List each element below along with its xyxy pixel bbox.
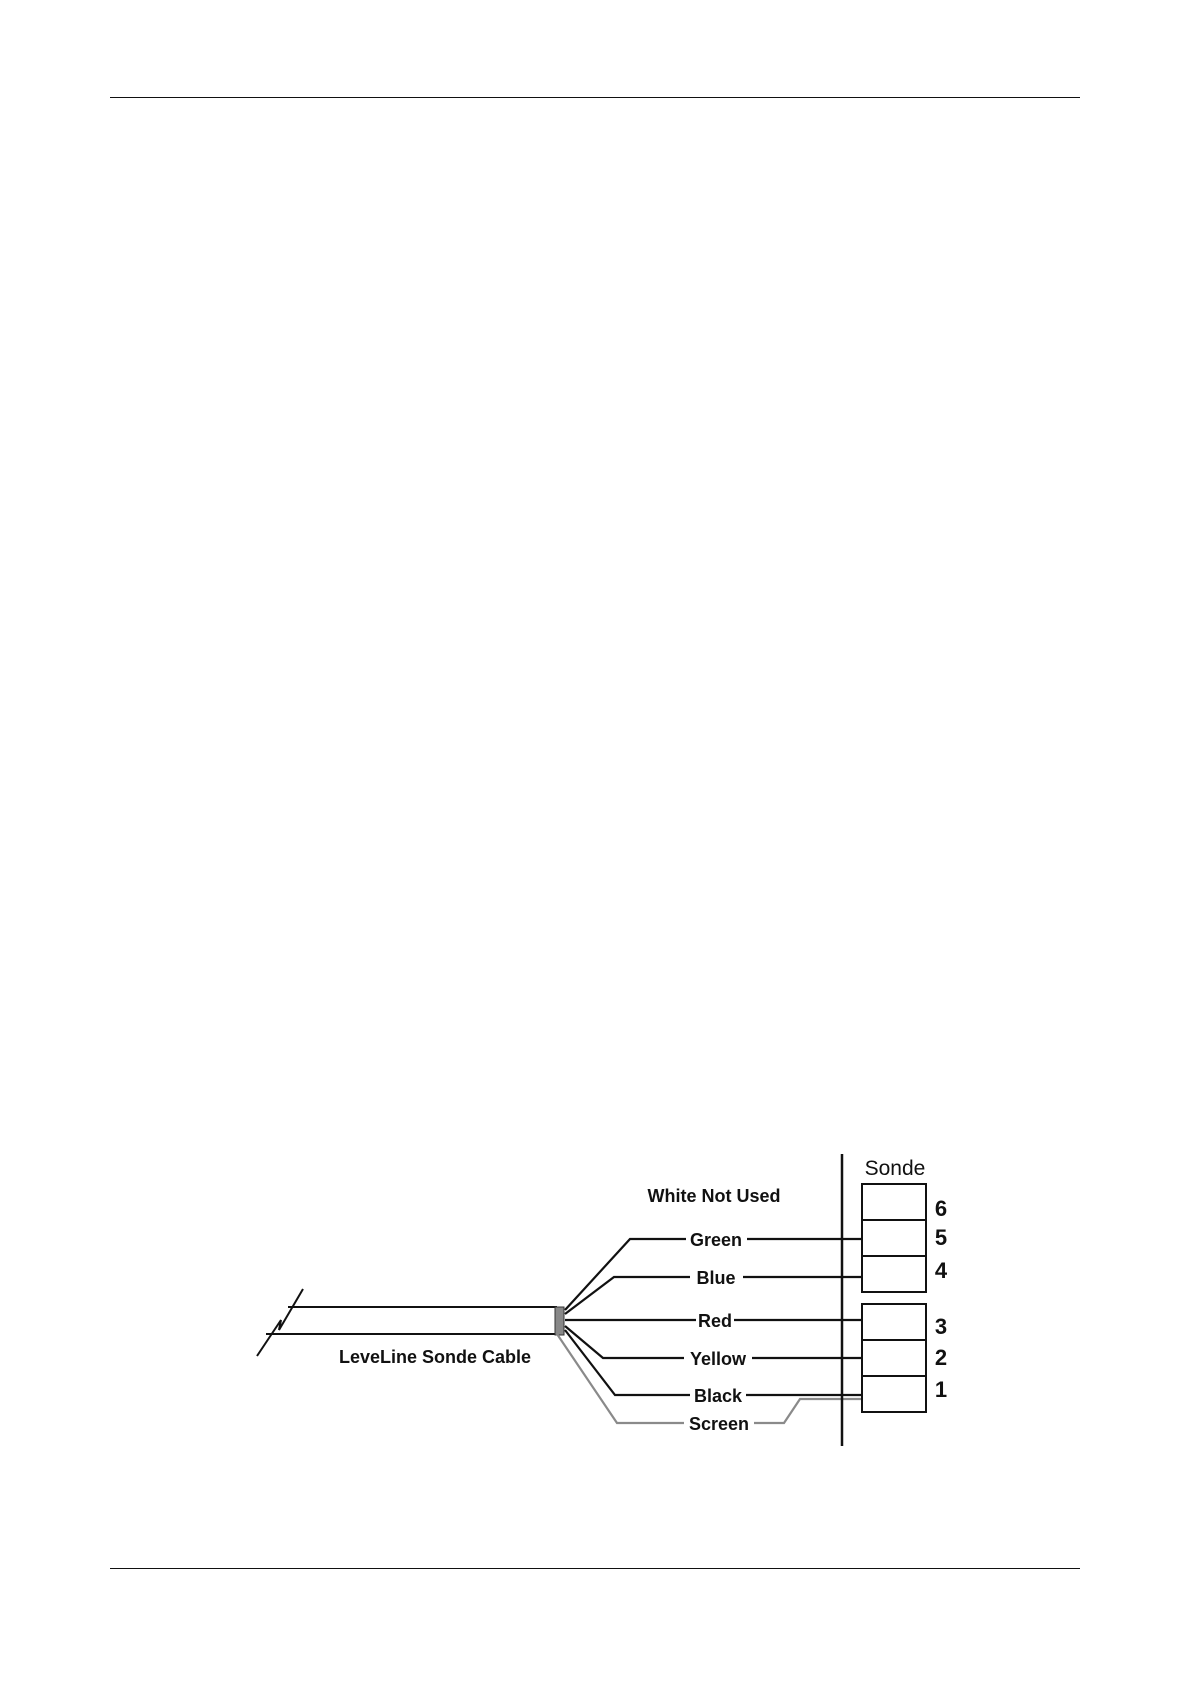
wire-label-blue: Blue <box>696 1268 736 1288</box>
wire-label-screen: Screen <box>688 1414 750 1434</box>
terminal-block-upper-frame <box>862 1184 926 1292</box>
wire-black <box>565 1330 690 1395</box>
white-not-used-note: White Not Used <box>647 1186 781 1206</box>
sonde-cable <box>257 1289 557 1356</box>
wire-label-green: Green <box>689 1230 743 1250</box>
pin-number-1: 1 <box>934 1377 948 1402</box>
wire-blue <box>565 1277 690 1314</box>
terminal-block-upper <box>862 1184 926 1292</box>
wire-label-red: Red <box>697 1311 733 1331</box>
pin-number-5: 5 <box>934 1225 948 1250</box>
pin-number-3: 3 <box>934 1314 948 1339</box>
sonde-label: Sonde <box>864 1157 926 1180</box>
pin-number-6: 6 <box>934 1196 948 1221</box>
cable-label: LeveLine Sonde Cable <box>338 1347 532 1367</box>
terminal-block-lower <box>862 1304 926 1412</box>
cable-break-mark <box>257 1289 303 1356</box>
wire-label-black: Black <box>693 1386 743 1406</box>
pin-number-2: 2 <box>934 1345 948 1370</box>
pin-number-4: 4 <box>934 1258 948 1283</box>
terminal-block-lower-frame <box>862 1304 926 1412</box>
wire-label-yellow: Yellow <box>689 1349 747 1369</box>
wire-screen <box>557 1334 684 1423</box>
cable-end-sleeve <box>555 1307 564 1335</box>
